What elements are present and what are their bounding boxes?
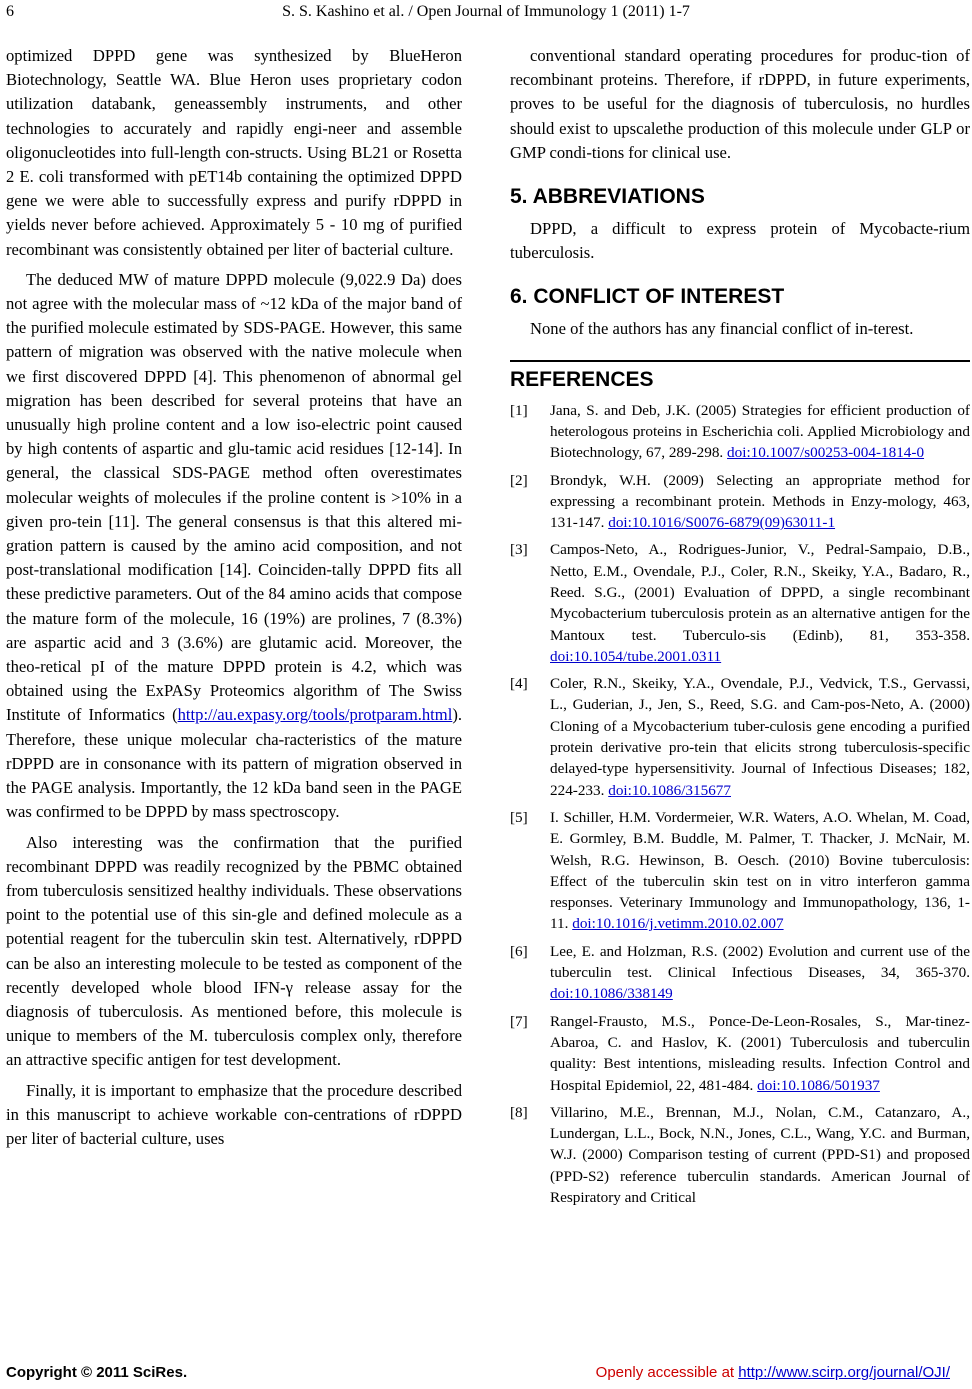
reference-item	[510, 400, 970, 464]
doi-link[interactable]: doi:10.1086/501937	[757, 1076, 880, 1094]
reference-item	[510, 470, 970, 534]
page-footer	[0, 1364, 972, 1388]
running-title: S. S. Kashino et al. / Open Journal of Immunology 1 (2011) 1-7	[282, 3, 690, 20]
section-heading: 6. CONFLICT OF INTEREST	[510, 285, 785, 309]
references-section	[510, 366, 970, 1209]
paragraph: The deduced MW of mature DPPD molecule (9,022.9 Da) does not agree with the molecular mass of ~12 kDa of the major band of the purified molecule estimated by SDS-PAGE. However, this same pattern of migration was observed with the native molecule when we first discovered DPPD [4]. This phenomenon of abnormal gel migration has been described for several proteins that have an unusually high proline content and a low iso-electric point caused by high contents of aspartic and glu-tamic acid residues [12-14]. In general, the classical SDS-PAGE method often overestimates molecular weights of molecules if the proline content is >10% in a given pro-tein [11]. The general consensus is that this altered mi-gration pattern is caused by the amino acid composition, and not post-translational modification [14]. Coinciden-tally DPPD fits all these predictive parameters. Out of the 84 amino acids that compose the mature form of the molecule, 16 (19%) are prolines, 7 (8.3%) are aspartic acid and 3 (3.6%) are glutamic acid. Moreover, the theo-retical pI of the mature DPPD protein is 4.2, which was obtained using the ExPASy Proteomics algorithm of The Swiss Institute of Informatics (http://au.expasy.org/tools/protparam.html). Therefore, these unique molecular cha-racteristics of the mature rDPPD are in consonance with its pattern of migration observed in the PAGE analysis. Importantly, the 12 kDa band seen in the PAGE was confirmed to be DPPD by mass spectroscopy.	[6, 269, 462, 822]
reference-text: Campos-Neto, A., Rodrigues-Junior, V., Pedral-Sampaio, D.B., Netto, E.M., Ovendale, P.J., Coler, R.N., Skeiky, Y.A., Badaro, R., Reed. S.G., (2001) Evaluation of DPPD, a single recombinant Mycobacterium tuberculosis protein as an alternative antigen for the Mantoux test. Tuberculo-sis (Edinb), 81, 353-358. doi:10.1054/tube.2001.0311	[550, 541, 970, 665]
paragraph: conventional standard operating procedures for produc-tion of recombinant proteins. Therefore, if rDPPD, in future experiments, proves to be useful for the diagnosis of tuberculosis, no hurdles should exist to upscalethe production of this molecule under GLP or GMP condi-tions for clinical use.	[510, 46, 970, 162]
open-access-notice: Openly accessible at http://www.scirp.org/journal/OJI/	[595, 1364, 950, 1381]
reference-number: [6]	[510, 942, 528, 960]
reference-number: [3]	[510, 541, 528, 559]
reference-item	[510, 941, 970, 1005]
paragraph: optimized DPPD gene was synthesized by BlueHeron Biotechnology, Seattle WA. Blue Heron uses proprietary codon utilization databank, geneassembly instruments, and other technologies to accurately and rapidly engi-neer and assemble oligonucleotides into full-length con-structs. Using BL21 or Rosetta 2 E. coli transformed with pET14b containing the optimized DPPD gene we were able to successfully express and purify rDPPD in yields never before achieved. Approximately 5 - 10 mg of purified recombinant was consistently obtained per liter of bacterial culture.	[6, 46, 462, 259]
reference-number: [7]	[510, 1012, 528, 1030]
reference-number: [1]	[510, 401, 528, 419]
expasy-link[interactable]: http://au.expasy.org/tools/protparam.html	[177, 705, 453, 725]
reference-text: I. Schiller, H.M. Vordermeier, W.R. Waters, A.O. Whelan, M. Coad, E. Gormley, B.M. Buddle, M. Palmer, T. Thacker, J. McNair, M. Welsh, R.G. Hewinson, B. Oesch. (2010) Bovine tuberculosis: Effect of the tuberculin skin test on in vitro interferon gamma responses. Veterinary Immunology and Immunopathology, 136, 1-11. doi:10.1016/j.vetimm.2010.02.007	[550, 808, 970, 933]
running-header	[0, 3, 972, 25]
reference-item	[510, 673, 970, 801]
reference-text: Lee, E. and Holzman, R.S. (2002) Evolution and current use of the tuberculin test. Clinical Infectious Diseases, 34, 365-370. doi:10.1086/338149	[550, 942, 970, 1003]
reference-number: [2]	[510, 471, 528, 489]
reference-item	[510, 1011, 970, 1096]
reference-text: Rangel-Frausto, M.S., Ponce-De-Leon-Rosales, S., Mar-tinez-Abaroa, C. and Haslov, K. (2001) Tuberculosis and tuberculin quality: Best intentions, misleading results. Infection Control and Hospital Epidemiol, 22, 481-484. doi:10.1086/501937	[550, 1012, 970, 1094]
conflict-section	[510, 283, 970, 341]
copyright-notice: Copyright © 2011 SciRes.	[6, 1364, 188, 1381]
paragraph: Finally, it is important to emphasize that the procedure described in this manuscript to achieve workable con-centrations of rDPPD per liter of bacterial culture, uses	[6, 1080, 462, 1148]
doi-link[interactable]: doi:10.1007/s00253-004-1814-0	[727, 444, 925, 462]
left-column	[6, 44, 462, 1151]
reference-text: Brondyk, W.H. (2009) Selecting an appropriate method for expressing a recombinant protein. Methods in Enzy-mology, 463, 131-147. doi:10.1016/S0076-6879(09)63011-1	[550, 471, 970, 532]
reference-number: [4]	[510, 675, 528, 693]
doi-link[interactable]: doi:10.1054/tube.2001.0311	[550, 647, 722, 665]
section-heading: 5. ABBREVIATIONS	[510, 185, 705, 209]
paragraph: None of the authors has any financial conflict of in-terest.	[530, 319, 914, 339]
doi-link[interactable]: doi:10.1016/j.vetimm.2010.02.007	[572, 915, 784, 933]
reference-text: Coler, R.N., Skeiky, Y.A., Ovendale, P.J., Vedvick, T.S., Gervassi, L., Guderian, J., Jen, S., Reed, S.G. and Cam-pos-Neto, A. (2000) Cloning of a Mycobacterium tuber-culosis gene encoding a purified protein derivative pro-tein that elicits strong tuberculosis-specific delayed-type hypersensitivity. Journal of Infectious Diseases; 182, 224-233. doi:10.1086/315677	[550, 675, 970, 799]
right-column	[510, 44, 970, 1208]
reference-item	[510, 539, 970, 667]
reference-item	[510, 1102, 970, 1208]
reference-text: Jana, S. and Deb, J.K. (2005) Strategies for efficient production of heterologous proteins in Escherichia coli. Applied Microbiology and Biotechnology, 67, 289-298. doi:10.1007/s00253-004-1814-0	[550, 401, 970, 462]
journal-link[interactable]: http://www.scirp.org/journal/OJI/	[738, 1364, 950, 1381]
reference-number: [5]	[510, 808, 528, 826]
page-number: 6	[6, 3, 14, 20]
doi-link[interactable]: doi:10.1086/315677	[608, 781, 731, 799]
doi-link[interactable]: doi:10.1086/338149	[550, 985, 673, 1003]
reference-text: Villarino, M.E., Brennan, M.J., Nolan, C.M., Catanzaro, A., Lundergan, L.L., Bock, N.N., Jones, C.L., Wang, Y.C. and Burman, W.J. (2000) Comparison testing of current (PPD-S1) and proposed (PPD-S2) reference tuberculin standards. American Journal of Respiratory and Critical	[550, 1103, 970, 1207]
reference-number: [8]	[510, 1103, 528, 1121]
section-divider	[510, 360, 970, 362]
reference-item	[510, 807, 970, 935]
paragraph: Also interesting was the confirmation that the purified recombinant DPPD was readily recognized by the PBMC obtained from tuberculosis sensitized healthy individuals. These observations point to the potential use of this sin-gle and defined molecule as a potential reagent for the tuberculin skin test. Alternatively, rDPPD can be also an interesting molecule to be tested as component of the recently developed whole blood IFN-γ release assay for the diagnosis of tuberculosis. As mentioned before, this molecule is unique to members of the M. tuberculosis complex only, therefore an attractive specific antigen for test development.	[6, 832, 462, 1070]
reference-list	[510, 400, 970, 1209]
doi-link[interactable]: doi:10.1016/S0076-6879(09)63011-1	[608, 514, 836, 532]
abbreviations-section	[510, 183, 970, 265]
section-heading: REFERENCES	[510, 367, 654, 391]
paragraph: DPPD, a difficult to express protein of Mycobacte-rium tuberculosis.	[510, 219, 970, 263]
